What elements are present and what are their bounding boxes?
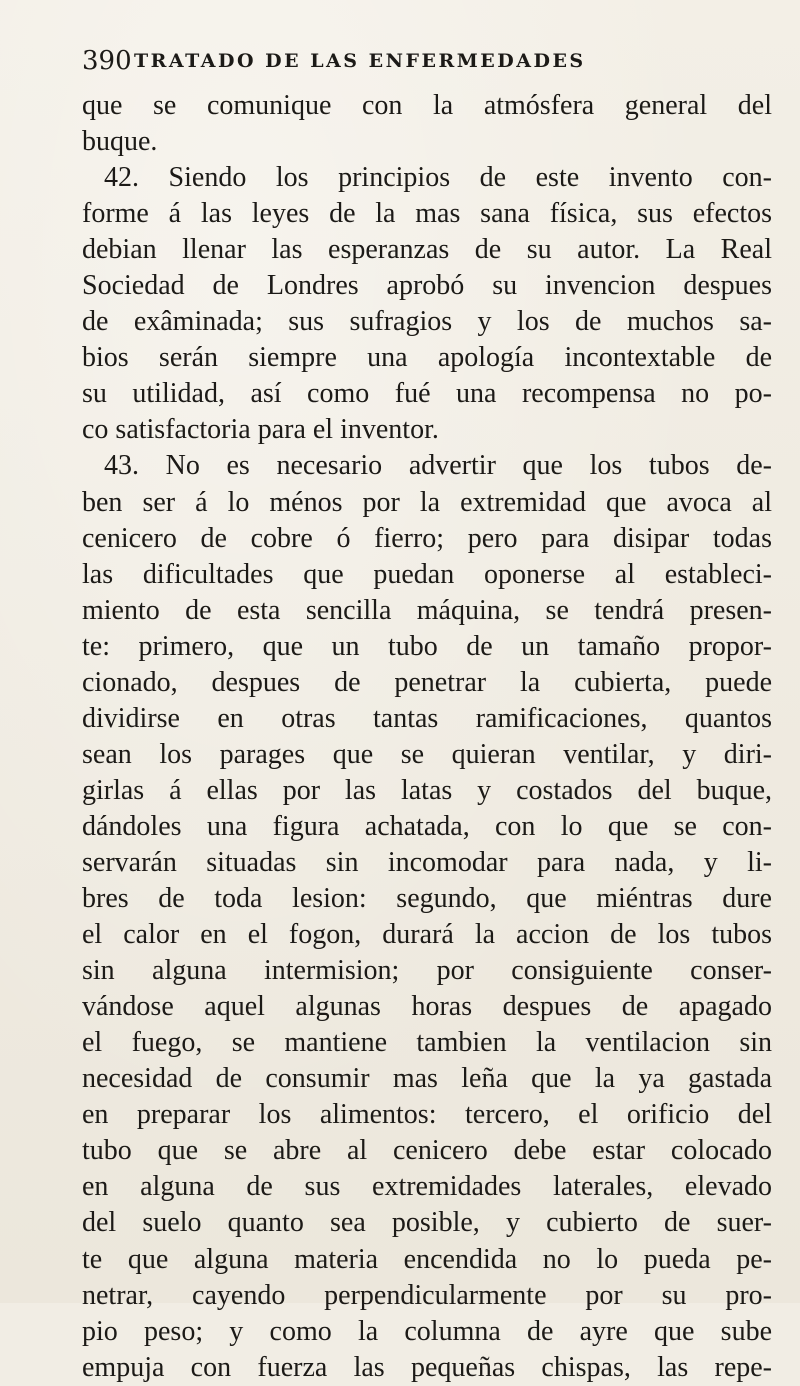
text-line: en preparar los alimentos: tercero, el orificio del xyxy=(82,1099,772,1131)
text-line: vándose aquel algunas horas despues de apagado xyxy=(82,991,772,1023)
text-line: empuja con fuerza las pequeñas chispas, las repe- xyxy=(82,1351,772,1383)
text-line: te que alguna materia encendida no lo pueda pe- xyxy=(82,1243,772,1275)
text-line: bres de toda lesion: segundo, que miéntras dure xyxy=(82,883,772,915)
text-line: dividirse en otras tantas ramificaciones, quantos xyxy=(82,702,772,734)
page-header xyxy=(82,40,772,80)
text-line: en alguna de sus extremidades laterales, elevado xyxy=(82,1171,772,1203)
text-line: servarán situadas sin incomodar para nada, y li- xyxy=(82,846,772,878)
text-line: debian llenar las esperanzas de su autor. La Real xyxy=(82,234,772,266)
text-line: del suelo quanto sea posible, y cubierto de suer- xyxy=(82,1207,772,1239)
body-text xyxy=(82,88,772,1386)
text-line: cionado, despues de penetrar la cubierta, puede xyxy=(82,666,772,698)
paragraph-42-start: 42. Siendo los principios de este invento con- xyxy=(104,162,772,194)
text-line: forme á las leyes de la mas sana física, sus efectos xyxy=(82,198,772,230)
text-line: dándoles una figura achatada, con lo que se con- xyxy=(82,810,772,842)
paragraph-43-start: 43. No es necesario advertir que los tubos de- xyxy=(104,450,772,482)
text-line: las dificultades que puedan oponerse al estableci- xyxy=(82,558,772,590)
text-line: netrar, cayendo perpendicularmente por su pro- xyxy=(82,1279,772,1311)
text-line: buque. xyxy=(82,126,158,158)
text-line: cenicero de cobre ó fierro; pero para disipar todas xyxy=(82,522,772,554)
text-line: de exâminada; sus sufragios y los de muchos sa- xyxy=(82,306,772,338)
text-line: bios serán siempre una apología incontextable de xyxy=(82,342,772,374)
text-line: pio peso; y como la columna de ayre que sube xyxy=(82,1315,772,1347)
text-line: necesidad de consumir mas leña que la ya gastada xyxy=(82,1063,772,1095)
text-line: el calor en el fogon, durará la accion de los tubos xyxy=(82,919,772,951)
text-line: tubo que se abre al cenicero debe estar colocado xyxy=(82,1135,772,1167)
text-line: ben ser á lo ménos por la extremidad que avoca al xyxy=(82,486,772,518)
running-head: TRATADO DE LAS ENFERMEDADES xyxy=(134,50,586,72)
text-line: miento de esta sencilla máquina, se tendrá presen- xyxy=(82,594,772,626)
text-line: te: primero, que un tubo de un tamaño propor- xyxy=(82,630,772,662)
text-line: el fuego, se mantiene tambien la ventilacion sin xyxy=(82,1027,772,1059)
page-number: 390 xyxy=(82,46,132,76)
text-line: Sociedad de Londres aprobó su invencion despues xyxy=(82,270,772,302)
text-line: sin alguna intermision; por consiguiente conser- xyxy=(82,955,772,987)
text-line: co satisfactoria para el inventor. xyxy=(82,414,439,446)
text-line: sean los parages que se quieran ventilar, y diri- xyxy=(82,738,772,770)
text-line: su utilidad, así como fué una recompensa no po- xyxy=(82,378,772,410)
text-line: girlas á ellas por las latas y costados del buque, xyxy=(82,774,772,806)
text-line: que se comunique con la atmósfera general del xyxy=(82,90,772,121)
